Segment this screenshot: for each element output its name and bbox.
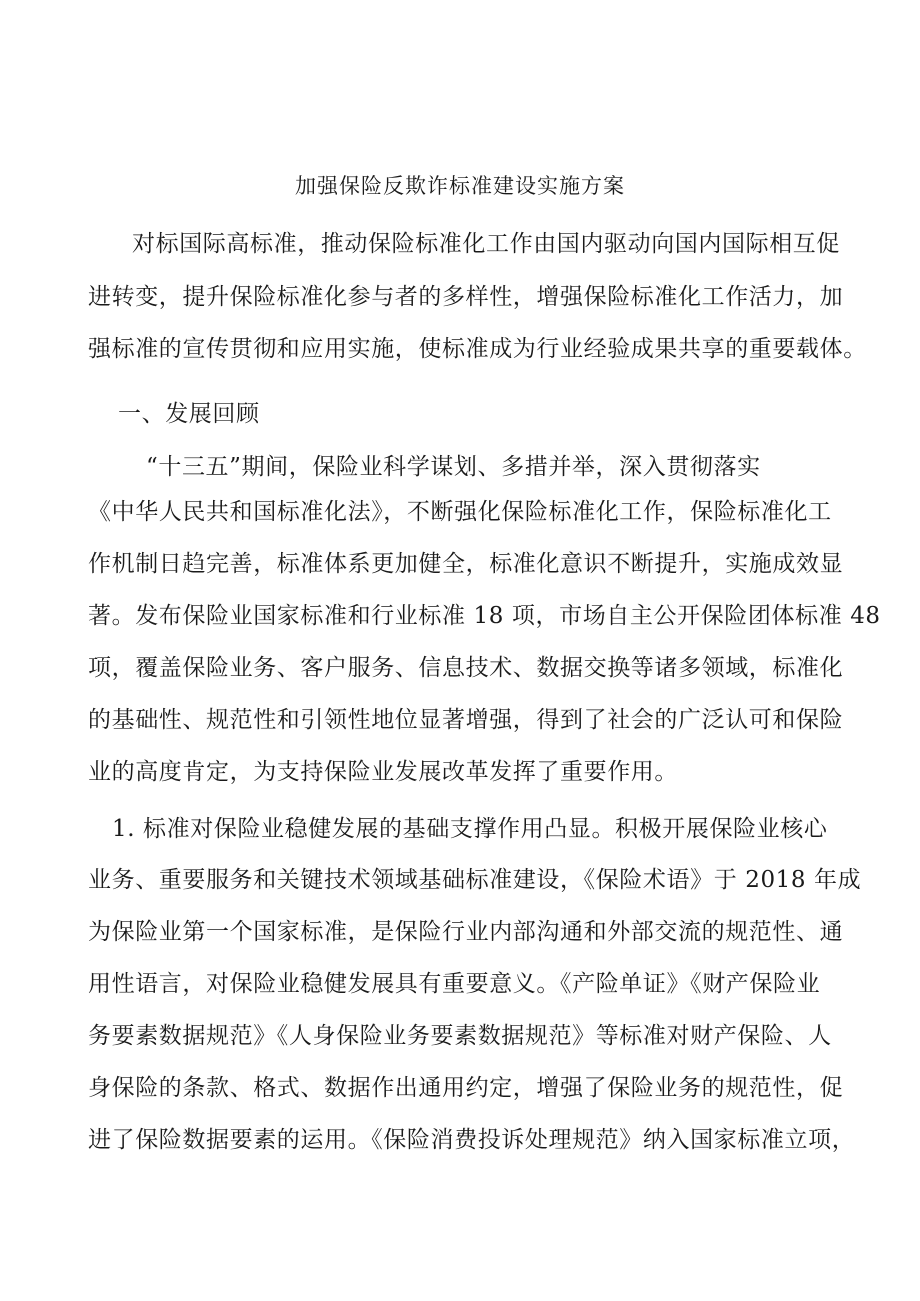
review-line-6: 的基础性、规范性和引领性地位显著增强，得到了社会的广泛认可和保险 (88, 707, 844, 733)
review-line-4: 著。发布保险业国家标准和行业标准 18 项，市场自主公开保险团体标准 48 (88, 603, 881, 629)
review-line-1: “十三五”期间，保险业科学谋划、多措并举，深入贯彻落实 (146, 454, 761, 480)
point1-line-4: 用性语言，对保险业稳健发展具有重要意义。《产险单证》《财产保险业 (88, 971, 821, 997)
document-title: 加强保险反欺诈标准建设实施方案 (295, 174, 625, 198)
review-line-7: 业的高度肯定，为支持保险业发展改革发挥了重要作用。 (88, 759, 678, 785)
point1-line-3: 为保险业第一个国家标准，是保险行业内部沟通和外部交流的规范性、通 (88, 919, 844, 945)
review-line-3: 作机制日趋完善，标准体系更加健全，标准化意识不断提升，实施成效显 (88, 551, 844, 577)
point1-line-2: 业务、重要服务和关键技术领域基础标准建设，《保险术语》于 2018 年成 (88, 867, 862, 893)
point1-line-5: 务要素数据规范》《人身保险业务要素数据规范》等标准对财产保险、人 (88, 1023, 832, 1049)
section-heading: 一、发展回顾 (118, 401, 260, 427)
intro-line-3: 强标准的宣传贯彻和应用实施，使标准成为行业经验成果共享的重要载体。 (88, 336, 867, 362)
point1-line-6: 身保险的条款、格式、数据作出通用约定，增强了保险业务的规范性，促 (88, 1075, 844, 1101)
review-line-5: 项，覆盖保险业务、客户服务、信息技术、数据交换等诸多领域，标准化 (88, 655, 844, 681)
point1-line-7: 进了保险数据要素的运用。《保险消费投诉处理规范》纳入国家标准立项， (88, 1127, 856, 1153)
intro-line-2: 进转变，提升保险标准化参与者的多样性，增强保险标准化工作活力，加 (88, 284, 844, 310)
review-line-2: 《中华人民共和国标准化法》，不断强化保险标准化工作，保险标准化工 (88, 499, 832, 525)
intro-line-1: 对标国际高标准，推动保险标准化工作由国内驱动向国内国际相互促 (132, 231, 840, 257)
point1-line-1: 1. 标准对保险业稳健发展的基础支撑作用凸显。积极开展保险业核心 (112, 816, 828, 842)
